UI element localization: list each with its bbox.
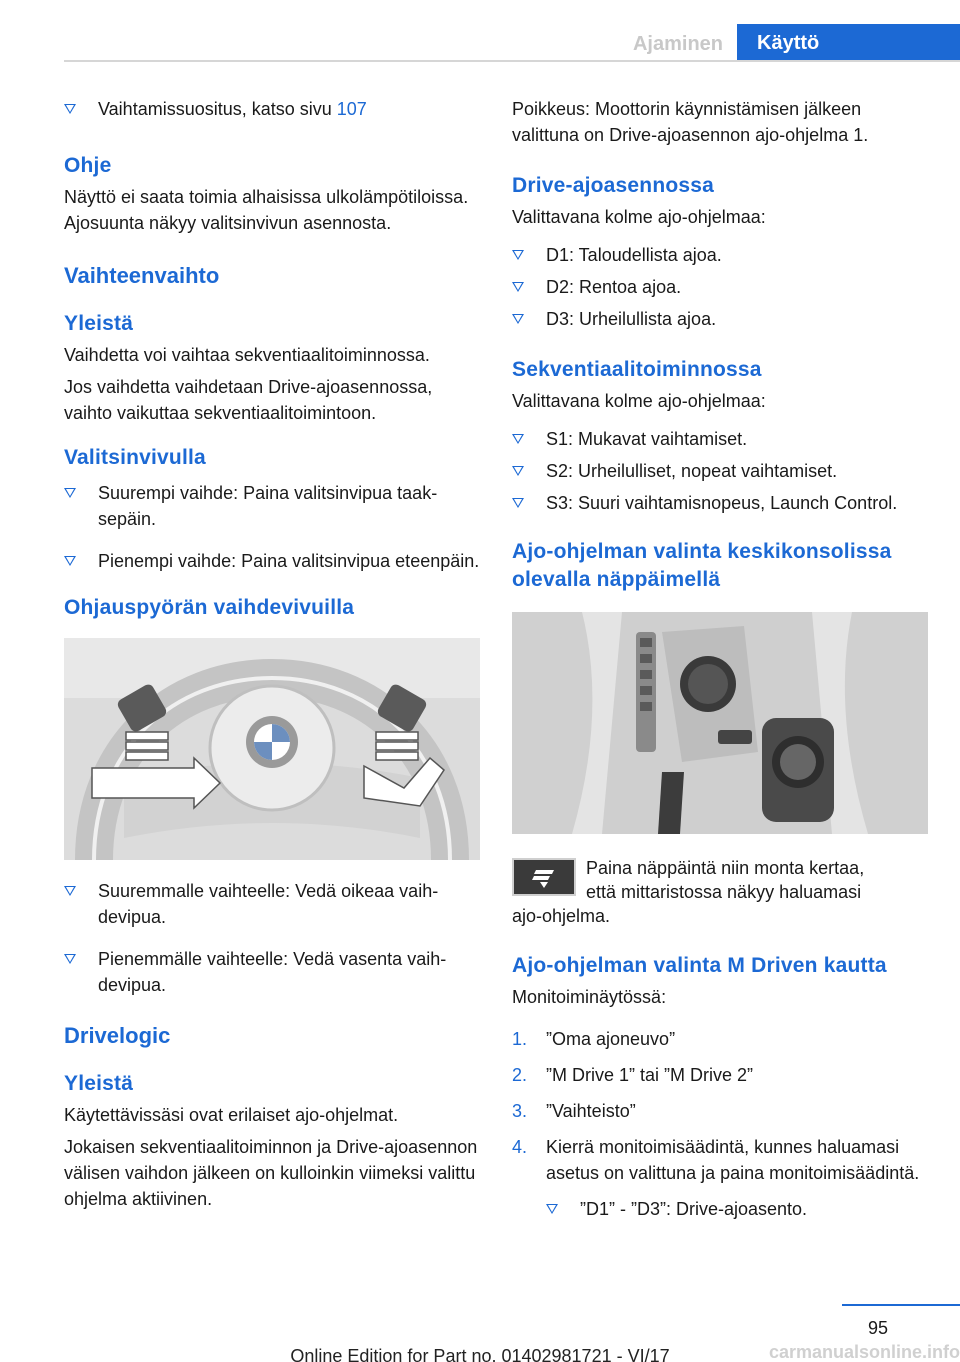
triangle-bullet-icon <box>512 314 524 324</box>
triangle-bullet-icon <box>64 104 76 114</box>
list-item: Suurempi vaihde: Paina valitsinvipua taaksepäin. <box>64 480 480 532</box>
drive-list <box>512 242 928 332</box>
ohje-text: Näyttö ei saata toimia alhaisissa ulkolämpötiloissa. Ajosuunta näkyy valitsinvivun asennosta. <box>64 187 469 233</box>
poikkeus-text: Poikkeus: Moottorin käynnistämisen jälkeen valittuna on Drive-ajoasennon ajo-ohjelma 1. <box>512 99 869 145</box>
list-item: S1: Mukavat vaihtamiset. <box>512 426 928 452</box>
list-item: Pienempi vaihde: Paina valitsinvipua eteenpäin. <box>64 548 480 574</box>
list-item: 3. ”Vaihteisto” <box>512 1098 928 1124</box>
edition-text: Online Edition for Part no. 01402981721 - VI/17 <box>290 1346 670 1362</box>
top-bullet-list <box>64 96 480 122</box>
page-link[interactable]: 107 <box>336 99 367 119</box>
heading-valitsinvivulla: Valitsinvivulla <box>64 446 206 469</box>
heading-yleista-2: Yleistä <box>64 1072 134 1095</box>
center-console-illustration <box>512 612 928 834</box>
triangle-bullet-icon <box>512 498 524 508</box>
list-item: D1: Taloudellista ajoa. <box>512 242 928 268</box>
mdriven-intro: Monitoiminäytössä: <box>512 987 667 1007</box>
section-tab: Ajaminen <box>632 33 724 55</box>
triangle-bullet-icon <box>546 1204 558 1214</box>
step-number: 4. <box>512 1137 528 1157</box>
yleista2-p2: Jokaisen sekventiaalitoiminnon ja Drive-ajoasennon välisen vaihdon jälkeen on kulloinkin viimeksi valittu ohjelma aktiivinen. <box>64 1137 478 1209</box>
page-number: 95 <box>867 1318 888 1338</box>
list-item: Vaihtamissuositus, katso sivu 107 <box>64 96 480 122</box>
chapter-tab: Käyttö <box>737 24 960 62</box>
list-item: D3: Urheilullista ajoa. <box>512 306 928 332</box>
left-column <box>64 96 480 1222</box>
drive-intro: Valittavana kolme ajo-ohjelmaa: <box>512 207 766 227</box>
note-line-2: että mittaristossa näkyy haluamasi <box>586 882 862 902</box>
list-item: S2: Urheilulliset, nopeat vaihtamiset. <box>512 458 928 484</box>
sport-button-icon <box>512 858 576 896</box>
note-block <box>512 856 928 904</box>
sub-list <box>546 1196 928 1222</box>
heading-ohjauspyoran: Ohjauspyörän vaihdevivuilla <box>64 596 355 619</box>
list-item: 1. ”Oma ajoneuvo” <box>512 1026 928 1052</box>
list-item: Pienemmälle vaihteelle: Vedä vasenta vaihdevipua. <box>64 946 480 998</box>
list-item: 4. Kierrä monitoimisäädintä, kunnes haluamasi asetus on valittuna ja paina monitoimisäädintä. ”D1” - ”D3”: Drive-ajoasento. <box>512 1134 928 1222</box>
triangle-bullet-icon <box>512 282 524 292</box>
heading-yleista: Yleistä <box>64 312 134 335</box>
list-item: D2: Rentoa ajoa. <box>512 274 928 300</box>
note-line-1: Paina näppäintä niin monta kertaa, <box>586 858 865 878</box>
step-number: 3. <box>512 1101 528 1121</box>
step-number: 2. <box>512 1065 528 1085</box>
triangle-bullet-icon <box>512 466 524 476</box>
header-rule <box>64 60 960 62</box>
yleista-p1: Vaihdetta voi vaihtaa sekventiaalitoiminnossa. <box>64 345 430 365</box>
mdriven-steps <box>512 1026 928 1222</box>
sekventiaali-list <box>512 426 928 516</box>
heading-drive: Drive-ajoasennossa <box>512 174 715 197</box>
right-column <box>512 96 928 1232</box>
triangle-bullet-icon <box>64 556 76 566</box>
heading-drivelogic: Drivelogic <box>64 1023 171 1048</box>
steering-wheel-illustration <box>64 638 480 860</box>
valitsinvivulla-list <box>64 480 480 574</box>
triangle-bullet-icon <box>64 488 76 498</box>
yleista-p2: Jos vaihdetta vaihdetaan Drive-ajoasennossa, vaihto vaikuttaa sekventiaalitoimintoon. <box>64 377 433 423</box>
triangle-bullet-icon <box>512 434 524 444</box>
yleista2-p1: Käytettävissäsi ovat erilaiset ajo-ohjelmat. <box>64 1105 399 1125</box>
triangle-bullet-icon <box>512 250 524 260</box>
page-number-rule <box>842 1304 960 1306</box>
heading-sekventiaali: Sekventiaalitoiminnossa <box>512 358 762 381</box>
page-header <box>0 24 960 62</box>
list-item: S3: Suuri vaihtamisnopeus, Launch Control. <box>512 490 928 516</box>
triangle-bullet-icon <box>64 886 76 896</box>
list-item: ”D1” - ”D3”: Drive-ajoasento. <box>546 1196 928 1222</box>
heading-vaihteenvaihto: Vaihteenvaihto <box>64 263 220 288</box>
note-line-3: ajo-ohjelma. <box>512 906 611 926</box>
watermark: carmanualsonline.info <box>768 1342 960 1362</box>
sekventiaali-intro: Valittavana kolme ajo-ohjelmaa: <box>512 391 766 411</box>
ohjauspyoran-list <box>64 878 480 998</box>
heading-keskikonsoli: Ajo-ohjelman valinta keskikonsolissa olevalla näppäimellä <box>512 540 892 591</box>
step-number: 1. <box>512 1029 528 1049</box>
list-item: Suuremmalle vaihteelle: Vedä oikeaa vaihdevipua. <box>64 878 480 930</box>
heading-ohje: Ohje <box>64 154 112 177</box>
triangle-bullet-icon <box>64 954 76 964</box>
heading-mdriven: Ajo-ohjelman valinta M Driven kautta <box>512 954 887 977</box>
list-item: 2. ”M Drive 1” tai ”M Drive 2” <box>512 1062 928 1088</box>
